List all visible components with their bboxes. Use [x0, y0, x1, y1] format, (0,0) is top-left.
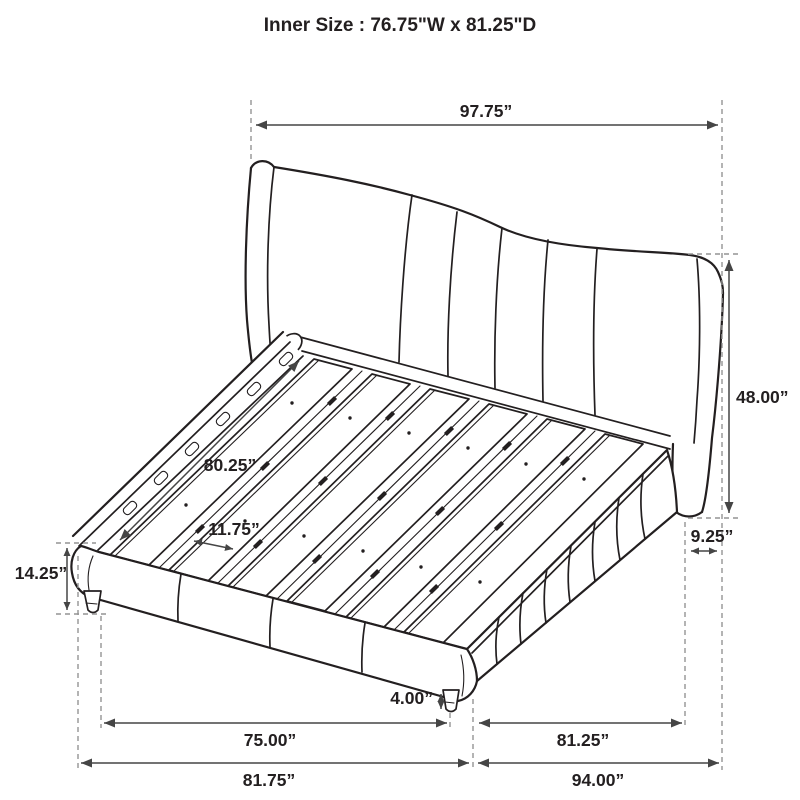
front-left-leg	[84, 591, 101, 613]
dim-base-height	[15, 548, 68, 610]
dim-headboard-height	[729, 260, 789, 513]
dim-inner-depth-label: 81.25”	[556, 730, 610, 750]
dim-top-width-label: 97.75”	[459, 101, 513, 121]
dim-headboard-depth	[691, 526, 734, 551]
dim-headboard-depth-label: 9.25”	[690, 526, 734, 546]
bed-drawing	[71, 161, 723, 711]
dim-inner-width	[104, 723, 447, 750]
dim-overall-depth-label: 94.00”	[571, 770, 625, 790]
dim-top-width	[256, 101, 718, 125]
dim-base-height-label: 14.25”	[14, 563, 68, 583]
dim-overall-depth	[478, 763, 719, 790]
front-corner-leg	[443, 690, 459, 712]
dim-slat-spacing-label: 11.75”	[208, 519, 260, 539]
dim-slat-length-label: 80.25”	[203, 455, 257, 475]
dim-inner-depth	[479, 723, 682, 750]
dim-headboard-height-label: 48.00”	[736, 387, 789, 407]
dim-overall-width	[81, 763, 469, 790]
diagram-title: Inner Size : 76.75"W x 81.25"D	[263, 15, 537, 36]
dim-overall-width-label: 81.75”	[242, 770, 296, 790]
dim-leg-height-label: 4.00”	[390, 688, 433, 708]
dim-inner-width-label: 75.00”	[243, 730, 297, 750]
